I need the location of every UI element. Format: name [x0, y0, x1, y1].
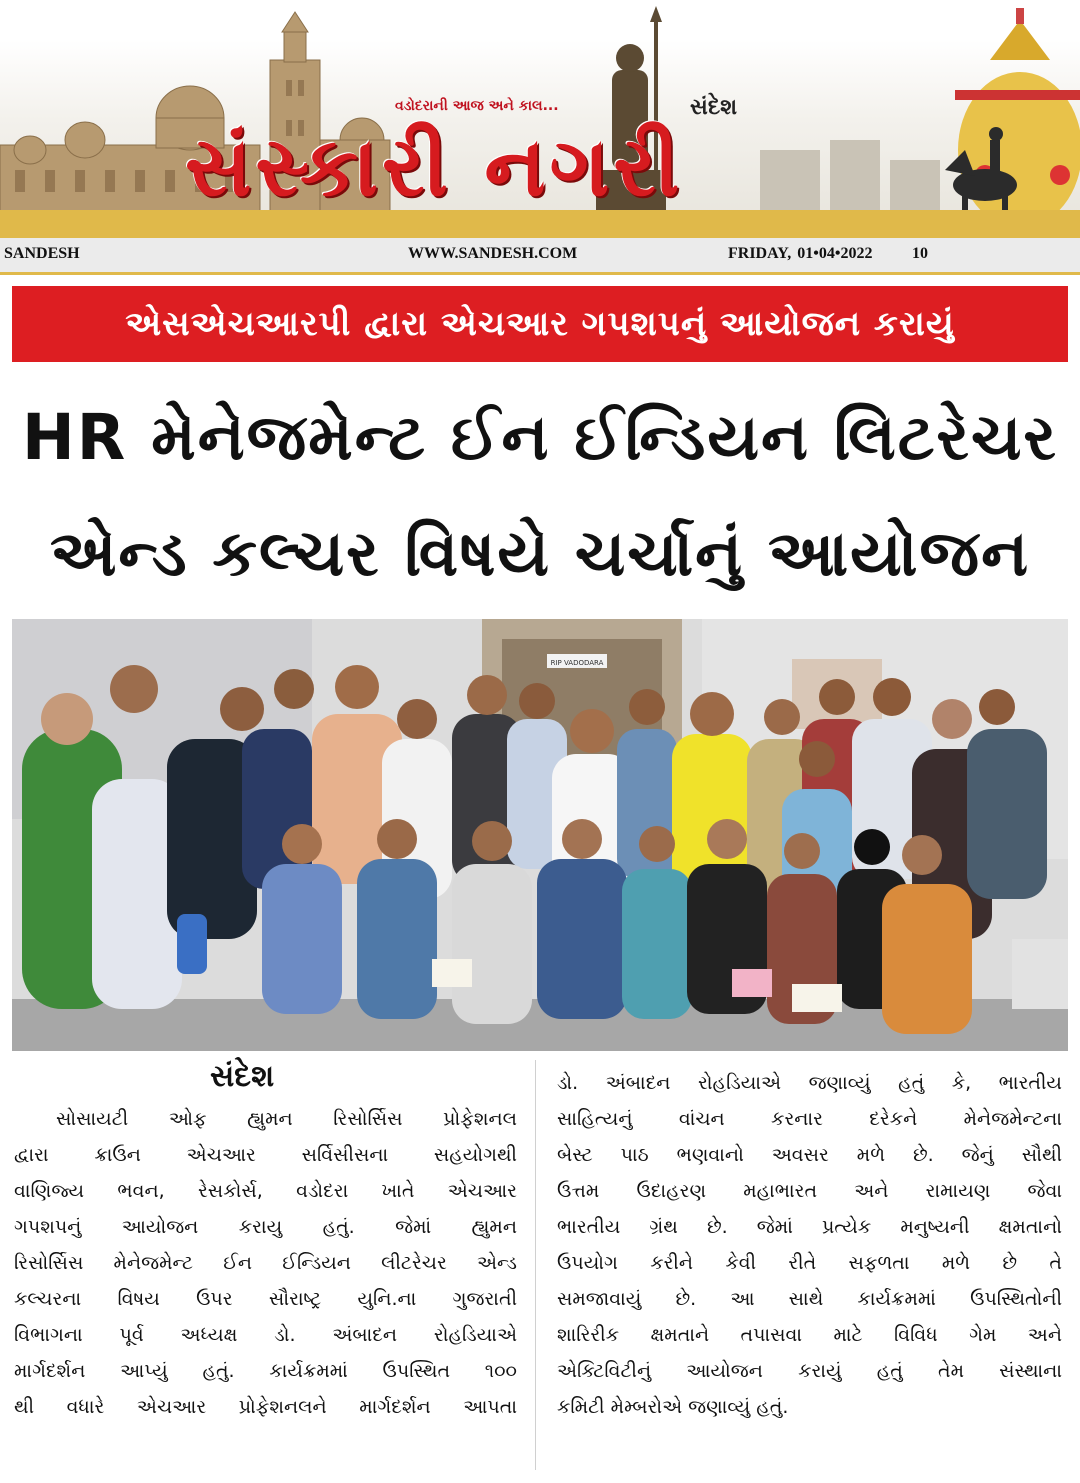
article-line: વિભાગના પૂર્વ અધ્યક્ષ ડો. અંબાદન રોહડિયાએ: [14, 1324, 517, 1346]
article-line: સમજાવાયું છે. આ સાથે કાર્યક્રમમાં ઉપસ્થિતોની: [557, 1288, 1062, 1310]
article-line: દ્વારા ક્રાઉન એચઆર સર્વિસીસના સહયોગથી: [14, 1144, 517, 1166]
banner-text: એસએચઆરપી દ્વારા એચઆર ગપશપનું આયોજન કરાયું: [125, 304, 955, 344]
headline-line-1: HR મેનેજમેન્ટ ઈન ઈન્ડિયન લિટરેચર: [22, 401, 1058, 474]
masthead-title: સંસ્કારી નગરી: [185, 120, 684, 215]
article-line: સોસાયટી ઓફ હ્યુમન રિસોર્સિસ પ્રોફેશનલ: [56, 1108, 517, 1130]
article-line: ડો. અંબાદન રોહડિયાએ જણાવ્યું હતું કે, ભારતીય: [557, 1072, 1062, 1094]
headline: [0, 380, 1080, 612]
article-line: કમિટી મેમ્બરોએ જણાવ્યું હતું.: [557, 1396, 789, 1418]
headline-line-2: એન્ડ કલ્ચર વિષયે ચર્ચાનું આયોજન: [49, 517, 1031, 590]
website-url: WWW.SANDESH.COM: [408, 245, 578, 262]
article-line: સાહિત્યનું વાંચન કરનાર દરેકને મેનેજમેન્ટના: [557, 1108, 1062, 1130]
column-divider: [535, 1060, 536, 1470]
door-sign: RIP VADODARA: [550, 659, 604, 667]
article-line: ઉપયોગ કરીને કેવી રીતે સફળતા મળે છે તે: [557, 1252, 1062, 1274]
article-line: એક્ટિવિટીનું આયોજન કરાયું હતું તેમ સંસ્થાના: [557, 1360, 1062, 1382]
article-line: થી વધારે એચઆર પ્રોફેશનલને માર્ગદર્શન આપતા: [14, 1396, 517, 1418]
page-number: 10: [912, 245, 928, 262]
article-column-right: [557, 1065, 1062, 1425]
article-byline: સંદેશ: [210, 1059, 275, 1094]
article-line: માર્ગદર્શન આપ્યું હતું. કાર્યક્રમમાં ઉપસ્થિત ૧૦૦: [14, 1360, 517, 1382]
article-line: વાણિજ્ય ભવન, રેસકોર્સ, વડોદરા ખાતે એચઆર: [14, 1180, 517, 1202]
article-column-left: [14, 1101, 517, 1425]
article-line: કલ્ચરના વિષય ઉપર સૌરાષ્ટ્ર યુનિ.ના ગુજરાતી: [14, 1288, 517, 1310]
article-line: ભારતીય ગ્રંથ છે. જેમાં પ્રત્યેક મનુષ્યની ક્ષમતાનો: [557, 1216, 1062, 1238]
article-line: રિસોર્સિસ મેનેજમેન્ટ ઈન ઈન્ડિયન લીટરેચર એન્ડ: [14, 1252, 517, 1274]
masthead: [0, 0, 1080, 275]
paper-name: SANDESH: [4, 245, 80, 262]
red-banner: [12, 286, 1068, 362]
paper-logo: સંદેશ: [690, 95, 738, 120]
article-line: શારિરીક ક્ષમતાને તપાસવા માટે વિવિધ ગેમ અને: [557, 1324, 1062, 1346]
group-photo: [12, 619, 1068, 1051]
group-photo-illustration: [12, 619, 1068, 1051]
masthead-tagline: વડોદરાની આજ અને કાલ...: [395, 98, 559, 114]
article-line: ઉત્તમ ઉદાહરણ મહાભારત અને રામાયણ જેવા: [557, 1180, 1062, 1202]
issue-date: FRIDAY, 01•04•2022: [728, 245, 873, 262]
article-line: ગપશપનું આયોજન કરાયુ હતું. જેમાં હ્યુમન: [14, 1216, 517, 1238]
article-line: બેસ્ટ પાઠ ભણવાનો અવસર મળે છે. જેનું સૌથી: [557, 1144, 1062, 1166]
